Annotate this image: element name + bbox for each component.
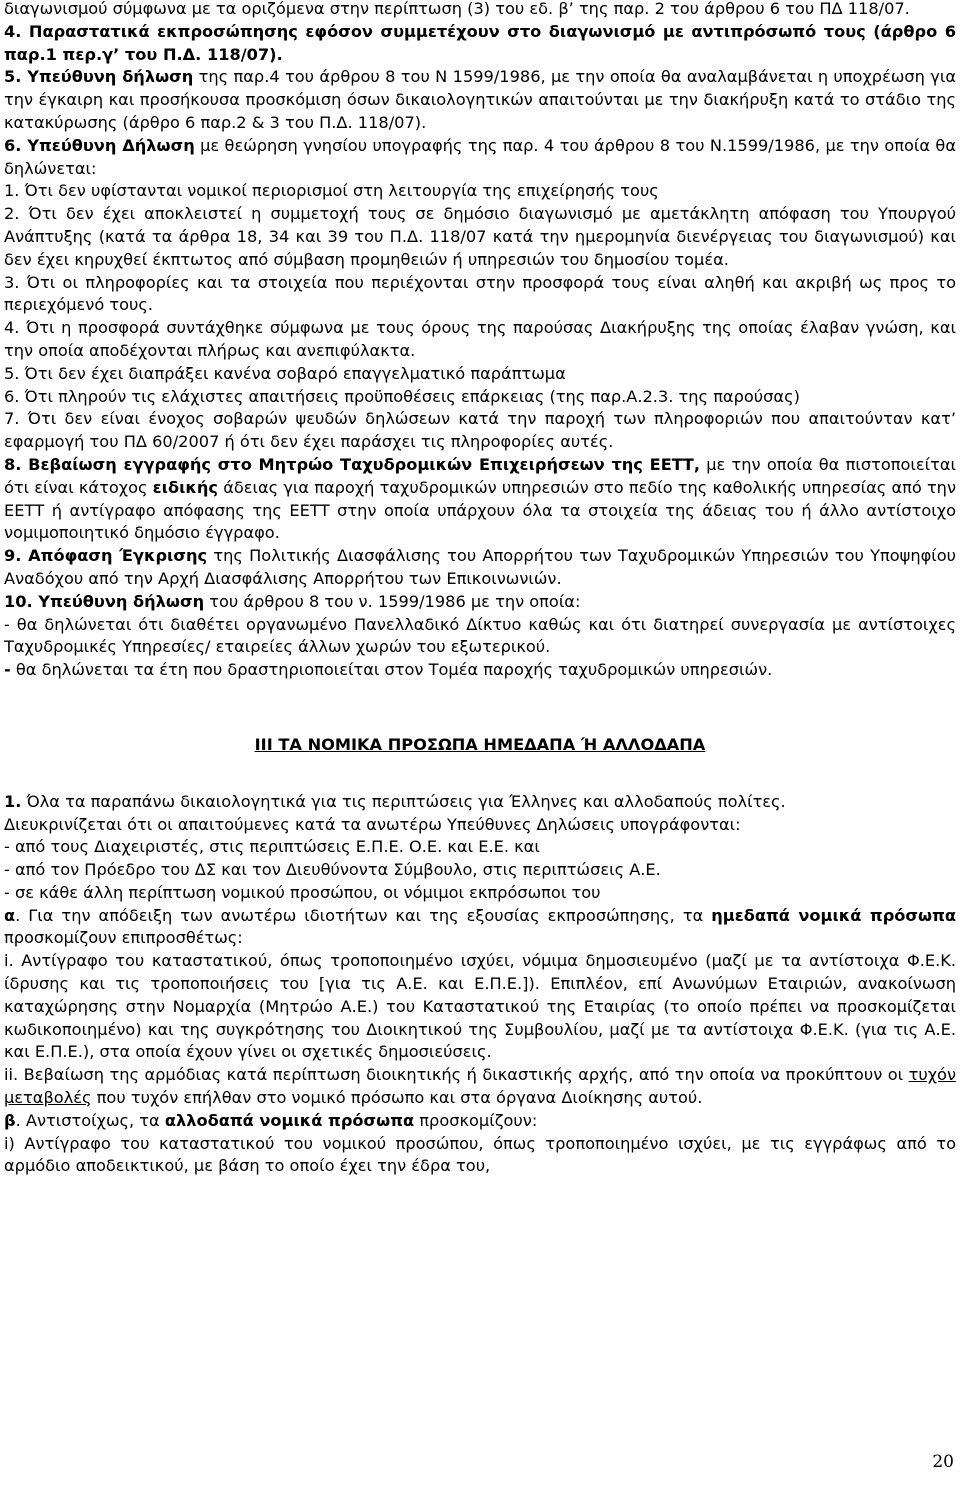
text-run: - θα δηλώνεται ότι διαθέτει οργανωμένο Πανελλαδικό Δίκτυο καθώς και ότι διατηρεί συνεργασία με αντίστοιχες Ταχυδρομικές Υπηρεσίες/ εταιρείες άλλων χωρών του εξωτερικού. xyxy=(4,614,956,657)
text-run: - xyxy=(4,660,11,680)
section-3-legal-entities xyxy=(4,791,956,1179)
paragraph xyxy=(4,272,956,318)
paragraph xyxy=(4,135,956,181)
text-run: 1. xyxy=(4,791,22,811)
text-run: ii. Βεβαίωση της αρμόδιας κατά περίπτωση διοικητικής ή δικαστικής αρχής, από την οποία να προκύπτουν οι xyxy=(4,1065,909,1085)
section-2-requirements xyxy=(4,0,956,682)
text-run: 4. Παραστατικά εκπροσώπησης εφόσον συμμετέχουν στο διαγωνισμό με αντιπρόσωπό τους (άρθρο 6 παρ.1 περ.γ’ του Π.Δ. 118/07). xyxy=(4,21,956,64)
text-run: β xyxy=(4,1110,16,1130)
text-run: αλλοδαπά νομικά πρόσωπα xyxy=(164,1110,415,1130)
document-page xyxy=(4,0,956,1178)
paragraph xyxy=(4,882,956,905)
paragraph xyxy=(4,905,956,951)
text-run: θα δηλώνεται τα έτη που δραστηριοποιείται στον Τομέα παροχής ταχυδρομικών υπηρεσιών. xyxy=(10,660,773,680)
paragraph xyxy=(4,408,956,454)
paragraph xyxy=(4,0,956,21)
text-run: - από τους Διαχειριστές, στις περιπτώσεις Ε.Π.Ε. Ο.Ε. και Ε.Ε. και xyxy=(4,837,540,857)
page-number: 20 xyxy=(932,1452,954,1472)
text-run: 6. Ότι πληρούν τις ελάχιστες απαιτήσεις προϋποθέσεις επάρκειας (της παρ.Α.2.3. της παρούσας) xyxy=(4,386,800,406)
paragraph xyxy=(4,454,956,545)
text-run: με θεώρηση γνησίου υπογραφής της παρ. 4 του άρθρου 8 του Ν.1599/1986, με την οποία θα δηλώνεται: xyxy=(4,135,956,178)
text-run: τυχόν μεταβολές xyxy=(4,1065,956,1108)
text-run: - από τον Πρόεδρο του ΔΣ και τον Διευθύνοντα Σύμβουλο, στις περιπτώσεις Α.Ε. xyxy=(4,860,661,880)
paragraph xyxy=(4,591,956,614)
paragraph xyxy=(4,791,956,814)
paragraph xyxy=(4,659,956,682)
paragraph xyxy=(4,950,956,1064)
paragraph xyxy=(4,386,956,409)
text-run: ημεδαπά νομικά πρόσωπα xyxy=(711,905,956,925)
text-run: ειδικής xyxy=(152,477,219,497)
text-run: άδειας για παροχή ταχυδρομικών υπηρεσιών στο πεδίο της καθολικής υπηρεσίας από την ΕΕΤΤ ή αντίγραφο απόφασης της ΕΕΤΤ στην οποία υπάρχουν όλα τα στοιχεία της άδειας του ή άλλο αντίστοιχο νομιμοποιητικό δημόσιο έγγραφο. xyxy=(4,477,956,543)
text-run: 9. Απόφαση Έγκρισης xyxy=(4,546,208,566)
paragraph xyxy=(4,66,956,134)
text-run: 4. Ότι η προσφορά συντάχθηκε σύμφωνα με τους όρους της παρούσας Διακήρυξης της οποίας έλαβαν γνώση, και την οποία αποδέχονται πλήρως και ανεπιφύλακτα. xyxy=(4,318,956,360)
text-run: της παρ.4 του άρθρου 8 του Ν 1599/1986, με την οποία θα αναλαμβάνεται η υποχρέωση για την έγκαιρη και προσήκουσα προσκόμιση όσων δικαιολογητικών απαιτούνται με την διακήρυξη κατά το στάδιο της κατακύρωσης (άρθρο 6 παρ.2 & 3 του Π.Δ. 118/07). xyxy=(4,67,956,132)
text-run: της Πολιτικής Διασφάλισης του Απορρήτου των Ταχυδρομικών Υπηρεσιών του Υποψηφίου Αναδόχου από την Αρχή Διασφάλισης Απορρήτου των Επικοινωνιών. xyxy=(4,546,957,588)
text-run: Όλα τα παραπάνω δικαιολογητικά για τις περιπτώσεις για Έλληνες και αλλοδαπούς πολίτες. xyxy=(21,791,786,811)
text-run: του άρθρου 8 του ν. 1599/1986 με την οποία: xyxy=(204,591,581,611)
paragraph xyxy=(4,1064,956,1110)
text-run: προσκομίζουν επιπροσθέτως: xyxy=(4,928,243,948)
text-run: - σε κάθε άλλη περίπτωση νομικού προσώπου, οι νόμιμοι εκπρόσωποι του xyxy=(4,882,601,902)
section-title: ΙΙΙ ΤΑ ΝΟΜΙΚΑ ΠΡΟΣΩΠΑ ΗΜΕΔΑΠΑ Ή ΑΛΛΟΔΑΠΑ xyxy=(254,734,706,754)
paragraph xyxy=(4,614,956,660)
paragraph xyxy=(4,545,956,591)
paragraph xyxy=(4,317,956,363)
text-run: 6. Υπεύθυνη Δήλωση xyxy=(4,135,195,155)
text-run: διαγωνισμού σύμφωνα με τα οριζόμενα στην περίπτωση (3) του εδ. β’ της παρ. 2 του άρθρου 6 του ΠΔ 118/07. xyxy=(4,0,910,18)
paragraph xyxy=(4,836,956,859)
text-run: 8. Βεβαίωση εγγραφής στο Μητρώο Ταχυδρομικών Επιχειρήσεων της ΕΕΤΤ, xyxy=(4,454,700,474)
paragraph xyxy=(4,814,956,837)
text-run: 5. Υπεύθυνη δήλωση xyxy=(4,67,194,87)
paragraph xyxy=(4,203,956,271)
text-run: 2. Ότι δεν έχει αποκλειστεί η συμμετοχή τους σε δημόσιο διαγωνισμό με αμετάκλητη απόφαση του Υπουργού Ανάπτυξης (κατά τα άρθρα 18, 34 και 39 του Π.Δ. 118/07 κατά την ημερομηνία διενέργειας του διαγωνισμού) και δεν έχει κηρυχθεί έκπτωτος από σύμβαση προμηθειών ή υπηρεσιών του δημοσίου τομέα. xyxy=(4,204,956,269)
text-run: 10. Υπεύθυνη δήλωση xyxy=(4,591,205,611)
text-run: 1. Ότι δεν υφίστανται νομικοί περιορισμοί στη λειτουργία της επιχείρησής τους xyxy=(4,181,659,201)
paragraph xyxy=(4,859,956,882)
text-run: α xyxy=(4,905,16,925)
text-run: 3. Ότι οι πληροφορίες και τα στοιχεία που περιέχονται στην προσφορά τους είναι αληθή και ακριβή ως προς το περιεχόμενό τους. xyxy=(4,272,956,315)
paragraph xyxy=(4,363,956,386)
text-run: i) Αντίγραφο του καταστατικού του νομικού προσώπου, όπως τροποποιημένο ισχύει, με τις εγγράφως από το αρμόδιο αποδεικτικού, με βάση το οποίο έχει την έδρα του, xyxy=(4,1133,956,1176)
text-run: . Για την απόδειξη των ανωτέρω ιδιοτήτων και της εξουσίας εκπροσώπησης, τα xyxy=(15,905,712,925)
paragraph xyxy=(4,1133,956,1179)
text-run: 5. Ότι δεν έχει διαπράξει κανένα σοβαρό επαγγελματικό παράπτωμα xyxy=(4,363,566,383)
text-run: i. Αντίγραφο του καταστατικού, όπως τροποποιημένο ισχύει, νόμιμα δημοσιευμένο (μαζί με τα αντίστοιχα Φ.Ε.Κ. ίδρυσης και τις τροποποιήσεις του [για τις Α.Ε. και Ε.Π.Ε.]). Επιπλέον, επί Ανωνύμων Εταιριών, ανακοίνωση καταχώρησης στην Νομαρχία (Μητρώο Α.Ε.) του Καταστατικού της Εταιρίας (το οποίο πρέπει να προσκομίζεται κωδικοποιημένο) και της συγκρότησης του Διοικητικού της Συμβουλίου, μαζί με τα αντίστοιχα Φ.Ε.Κ. (για τις Α.Ε. και Ε.Π.Ε.), στα οποία έχουν γίνει οι σχετικές δημοσιεύσεις. xyxy=(4,951,956,1062)
text-run: προσκομίζουν: xyxy=(414,1110,538,1130)
text-run: που τυχόν επήλθαν στο νομικό πρόσωπο και στα όργανα Διοίκησης αυτού. xyxy=(91,1088,703,1108)
text-run: . Αντιστοίχως, τα xyxy=(15,1110,165,1130)
text-run: 7. Ότι δεν είναι ένοχος σοβαρών ψευδών δηλώσεων κατά την παροχή των πληροφοριών που απαιτούνταν κατ’ εφαρμογή του ΠΔ 60/2007 ή ότι δεν έχει παράσχει τις πληροφορίες αυτές. xyxy=(4,409,956,452)
paragraph xyxy=(4,21,956,67)
text-run: με την οποία θα πιστοποιείται ότι είναι κάτοχος xyxy=(4,454,956,497)
paragraph xyxy=(4,1110,956,1133)
paragraph xyxy=(4,180,956,203)
text-run: Διευκρινίζεται ότι οι απαιτούμενες κατά τα ανωτέρω Υπεύθυνες Δηλώσεις υπογράφονται: xyxy=(4,814,741,834)
